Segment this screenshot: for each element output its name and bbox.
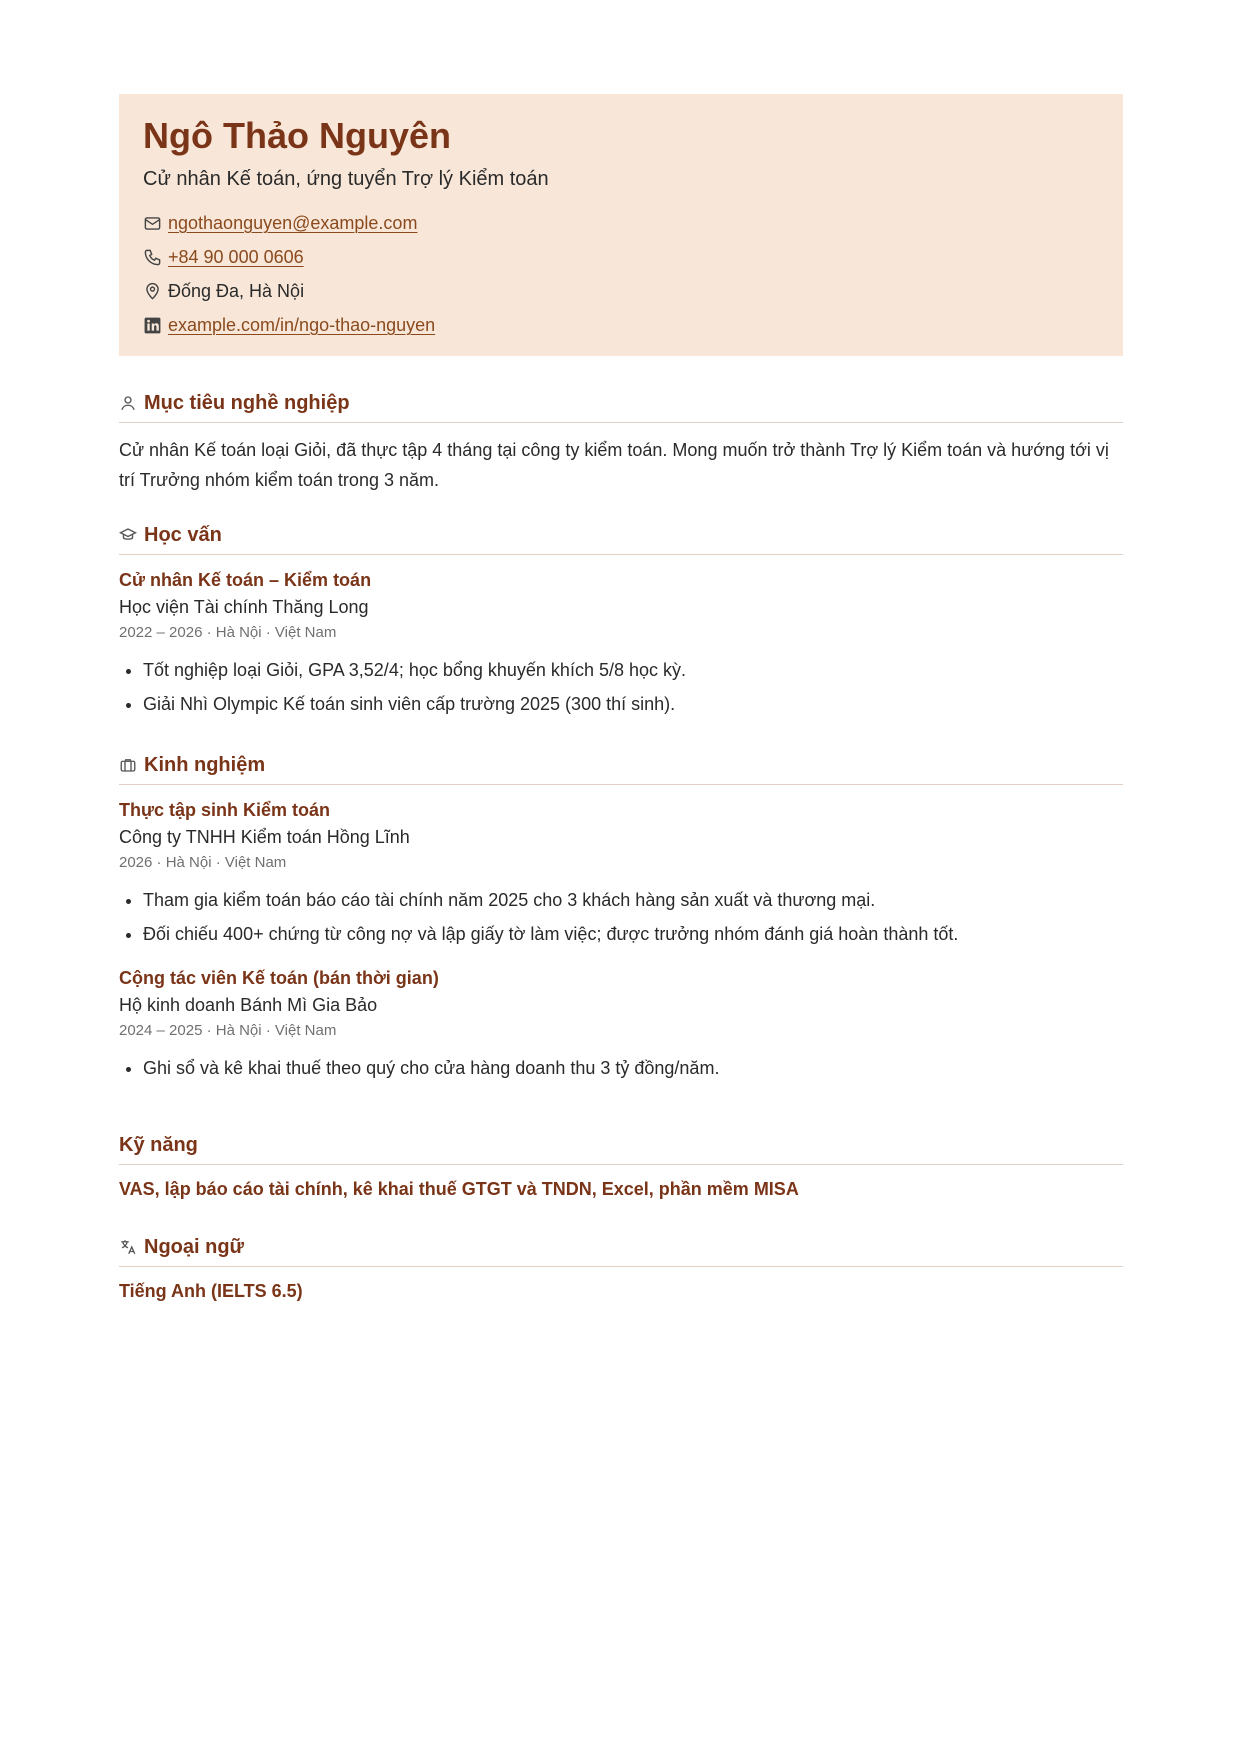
list-item: • Tham gia kiểm toán báo cáo tài chính năm 2025 cho 3 khách hàng sản xuất và thương mại. (143, 883, 1123, 917)
job-bullets (119, 1051, 1123, 1085)
objective-text: Cử nhân Kế toán loại Giỏi, đã thực tập 4 tháng tại công ty kiểm toán. Mong muốn trở thành Trợ lý Kiểm toán và hướng tới vị trí Trưởng nhóm kiểm toán trong 3 năm. (119, 440, 1109, 490)
job-meta: 2026 · Hà Nội · Việt Nam (119, 854, 287, 871)
email-link[interactable]: ngothaonguyen@example.com (168, 212, 418, 233)
education-entry (119, 567, 1123, 721)
objective-heading: Mục tiêu nghề nghiệp (119, 390, 1123, 423)
candidate-headline: Cử nhân Kế toán, ứng tuyển Trợ lý Kiểm toán (143, 168, 549, 190)
phone-icon (143, 248, 162, 267)
contact-linkedin (143, 308, 1099, 342)
experience-heading: Kinh nghiệm (119, 752, 1123, 785)
education-bullets (119, 653, 1123, 721)
list-item: • Tốt nghiệp loại Giỏi, GPA 3,52/4; học bổng khuyến khích 5/8 học kỳ. (143, 653, 1123, 687)
company-name: Công ty TNHH Kiểm toán Hồng Lĩnh (119, 827, 410, 847)
location-icon (143, 282, 162, 301)
languages-text: Tiếng Anh (IELTS 6.5) (119, 1281, 303, 1301)
school-name: Học viện Tài chính Thăng Long (119, 597, 369, 617)
contact-list (143, 206, 1099, 342)
list-item: • Đối chiếu 400+ chứng từ công nợ và lập giấy tờ làm việc; được trưởng nhóm đánh giá hoàn thành tốt. (143, 917, 1123, 951)
list-item: • Ghi sổ và kê khai thuế theo quý cho cửa hàng doanh thu 3 tỷ đồng/năm. (143, 1051, 1123, 1085)
skills-text: VAS, lập báo cáo tài chính, kê khai thuế GTGT và TNDN, Excel, phần mềm MISA (119, 1179, 799, 1199)
education-heading: Học vấn (119, 522, 1123, 555)
job-meta: 2024 – 2025 · Hà Nội · Việt Nam (119, 1022, 337, 1039)
job-title: Cộng tác viên Kế toán (bán thời gian) (119, 968, 439, 988)
skills-heading: Kỹ năng (119, 1132, 1123, 1165)
languages-heading: Ngoại ngữ (119, 1234, 1123, 1267)
contact-phone (143, 240, 1099, 274)
graduation-cap-icon (119, 526, 137, 544)
job-bullets (119, 883, 1123, 951)
list-item: • Giải Nhì Olympic Kế toán sinh viên cấp trường 2025 (300 thí sinh). (143, 687, 1123, 721)
education-meta: 2022 – 2026 · Hà Nội · Việt Nam (119, 624, 337, 641)
experience-entry (119, 965, 1123, 1085)
experience-entry (119, 797, 1123, 951)
briefcase-icon (119, 756, 137, 774)
skills-section (119, 1132, 1123, 1200)
candidate-name: Ngô Thảo Nguyên (143, 115, 451, 156)
phone-link[interactable]: +84 90 000 0606 (168, 246, 304, 267)
linkedin-link[interactable]: example.com/in/ngo-thao-nguyen (168, 314, 436, 335)
contact-email (143, 206, 1099, 240)
education-section (119, 522, 1123, 721)
linkedin-icon (143, 316, 162, 335)
person-icon (119, 394, 137, 412)
resume-header (119, 94, 1123, 356)
degree-title: Cử nhân Kế toán – Kiểm toán (119, 570, 372, 590)
location-text: Đống Đa, Hà Nội (168, 280, 305, 301)
translate-icon (119, 1238, 137, 1256)
languages-section (119, 1234, 1123, 1302)
objective-section (119, 390, 1123, 495)
mail-icon (143, 214, 162, 233)
company-name: Hộ kinh doanh Bánh Mì Gia Bảo (119, 995, 378, 1015)
experience-section (119, 752, 1123, 1085)
contact-location (143, 274, 1099, 308)
job-title: Thực tập sinh Kiểm toán (119, 800, 331, 820)
